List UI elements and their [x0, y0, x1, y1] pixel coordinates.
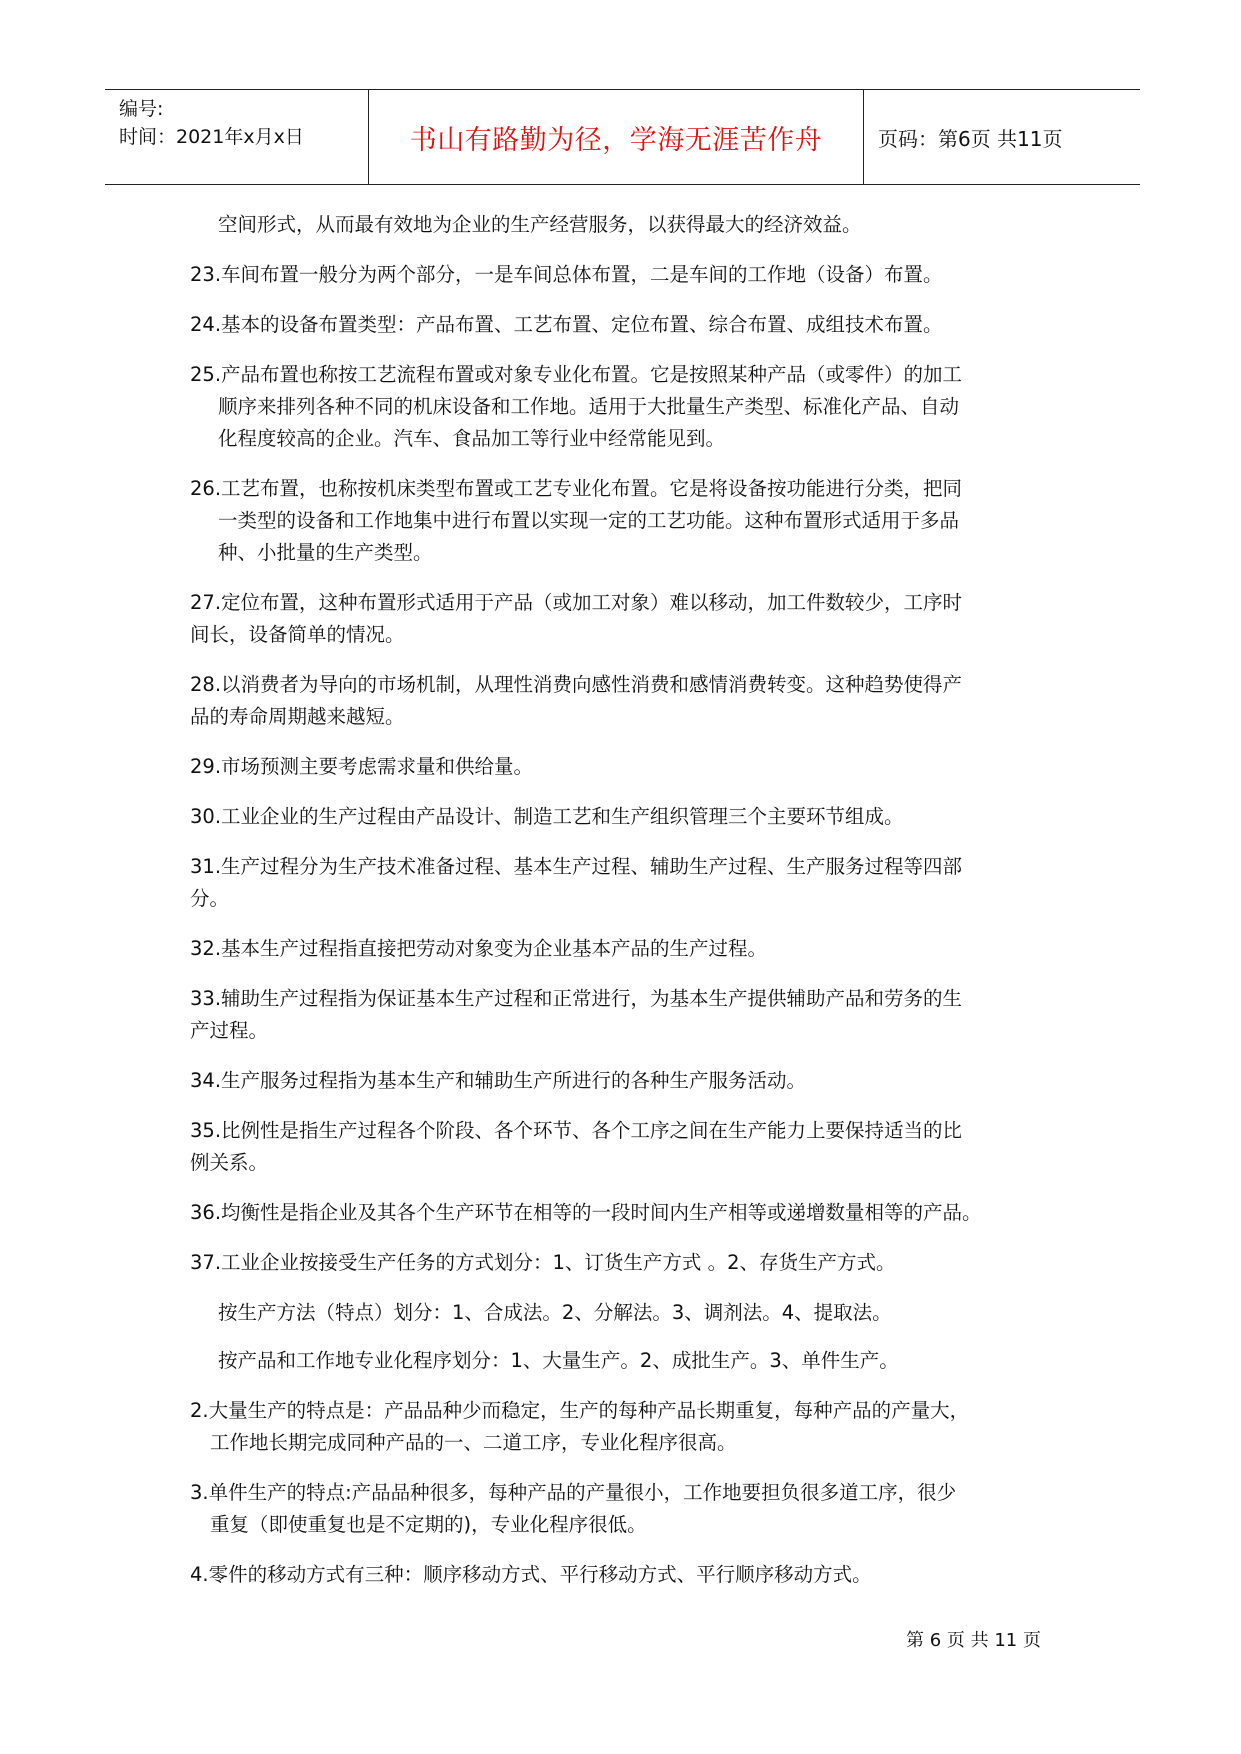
- text-line: 按产品和工作地专业化程序划分：1、大量生产。2、成批生产。3、单件生产。: [218, 1349, 899, 1372]
- motto-text: 书山有路勤为径，学海无涯苦作舟: [409, 124, 823, 156]
- text-line: 26.工艺布置，也称按机床类型布置或工艺专业化布置。它是将设备按功能进行分类，把同: [190, 477, 963, 500]
- text-line: 34.生产服务过程指为基本生产和辅助生产所进行的各种生产服务活动。: [190, 1069, 807, 1092]
- text-line: 27.定位布置，这种布置形式适用于产品（或加工对象）难以移动，加工件数较少，工序时: [190, 591, 963, 614]
- text-line: 25.产品布置也称按工艺流程布置或对象专业化布置。它是按照某种产品（或零件）的加工: [190, 363, 963, 386]
- page-header: [105, 89, 1140, 185]
- text-line: 4.零件的移动方式有三种：顺序移动方式、平行移动方式、平行顺序移动方式。: [190, 1563, 872, 1586]
- text-line: 例关系。: [190, 1151, 269, 1174]
- text-line: 顺序来排列各种不同的机床设备和工作地。适用于大批量生产类型、标准化产品、自动: [218, 395, 960, 418]
- text-line: 分。: [190, 887, 230, 910]
- serial-label: 编号:: [119, 98, 164, 120]
- text-line: 产过程。: [190, 1019, 269, 1042]
- header-right-cell: [864, 90, 1140, 184]
- text-line: 工作地长期完成同种产品的一、二道工序，专业化程序很高。: [210, 1431, 737, 1454]
- text-line: 一类型的设备和工作地集中进行布置以实现一定的工艺功能。这种布置形式适用于多品: [218, 509, 960, 532]
- text-line: 29.市场预测主要考虑需求量和供给量。: [190, 755, 534, 778]
- text-line: 重复（即使重复也是不定期的)，专业化程序很低。: [210, 1513, 647, 1536]
- text-line: 31.生产过程分为生产技术准备过程、基本生产过程、辅助生产过程、生产服务过程等四部: [190, 855, 963, 878]
- text-line: 30.工业企业的生产过程由产品设计、制造工艺和生产组织管理三个主要环节组成。: [190, 805, 904, 828]
- text-line: 3.单件生产的特点:产品品种很多，每种产品的产量很小，工作地要担负很多道工序，很少: [190, 1481, 957, 1504]
- text-line: 品的寿命周期越来越短。: [190, 705, 405, 728]
- text-line: 28.以消费者为导向的市场机制，从理性消费向感性消费和感情消费转变。这种趋势使得产: [190, 673, 963, 696]
- page-info: 页码：第6页 共11页: [878, 126, 1063, 151]
- text-line: 36.均衡性是指企业及其各个生产环节在相等的一段时间内生产相等或递增数量相等的产品。: [190, 1201, 982, 1224]
- text-line: 空间形式，从而最有效地为企业的生产经营服务，以获得最大的经济效益。: [218, 213, 862, 236]
- text-line: 23.车间布置一般分为两个部分，一是车间总体布置，二是车间的工作地（设备）布置。: [190, 263, 943, 286]
- page-footer: 第 6 页 共 11 页: [906, 1630, 1041, 1651]
- text-line: 33.辅助生产过程指为保证基本生产过程和正常进行，为基本生产提供辅助产品和劳务的生: [190, 987, 963, 1010]
- text-line: 37.工业企业按接受生产任务的方式划分：1、订货生产方式 。2、存货生产方式。: [190, 1251, 896, 1274]
- text-line: 2.大量生产的特点是：产品品种少而稳定，生产的每种产品长期重复，每种产品的产量大，: [190, 1399, 970, 1422]
- text-line: 24.基本的设备布置类型：产品布置、工艺布置、定位布置、综合布置、成组技术布置。: [190, 313, 943, 336]
- text-line: 32.基本生产过程指直接把劳动对象变为企业基本产品的生产过程。: [190, 937, 768, 960]
- text-line: 间长，设备简单的情况。: [190, 623, 405, 646]
- header-left-cell: [105, 90, 369, 184]
- text-line: 种、小批量的生产类型。: [218, 541, 433, 564]
- time-label: 时间：2021年x月x日: [119, 126, 304, 148]
- text-line: 35.比例性是指生产过程各个阶段、各个环节、各个工序之间在生产能力上要保持适当的比: [190, 1119, 963, 1142]
- header-middle-cell: [369, 90, 864, 184]
- text-line: 化程度较高的企业。汽车、食品加工等行业中经常能见到。: [218, 427, 726, 450]
- text-line: 按生产方法（特点）划分：1、合成法。2、分解法。3、调剂法。4、提取法。: [218, 1301, 892, 1324]
